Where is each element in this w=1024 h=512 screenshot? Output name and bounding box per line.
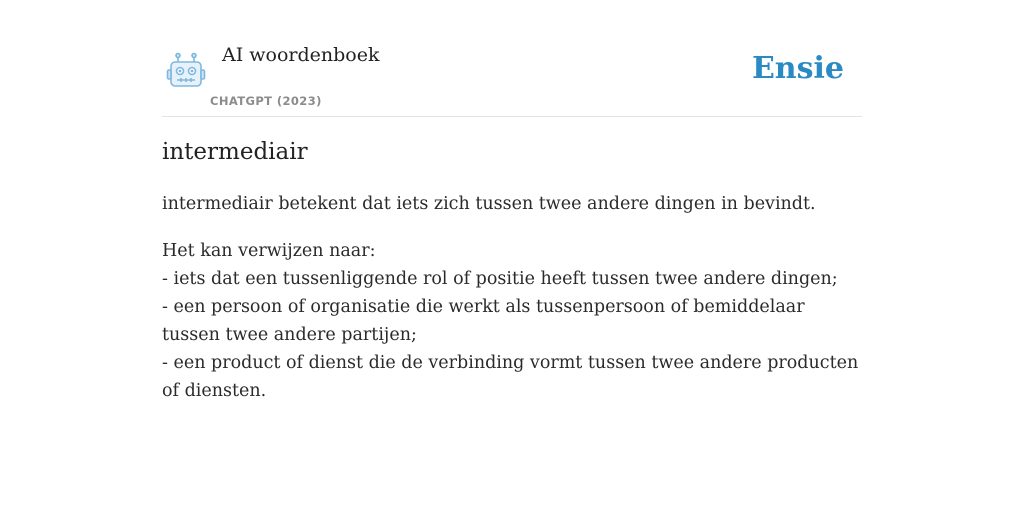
brand-logo[interactable]: Ensie (751, 51, 844, 86)
entry-details (162, 237, 862, 405)
source-header (162, 0, 862, 117)
list-item: - een product of dienst die de verbinding vormt tussen twee andere producten of diensten. (162, 353, 859, 401)
source-title[interactable]: AI woordenboek (222, 44, 380, 66)
list-item: - iets dat een tussenliggende rol of positie heeft tussen twee andere dingen; (162, 269, 838, 289)
entry-definition: intermediair betekent dat iets zich tussen twee andere dingen in bevindt. (162, 194, 816, 214)
details-intro: Het kan verwijzen naar: (162, 241, 376, 261)
list-item: - een persoon of organisatie die werkt als tussenpersoon of bemiddelaar tussen twee andere partijen; (162, 297, 805, 345)
source-subtitle: CHATGPT (2023) (210, 94, 322, 108)
entry-term: intermediair (162, 139, 308, 165)
robot-icon (166, 52, 206, 90)
